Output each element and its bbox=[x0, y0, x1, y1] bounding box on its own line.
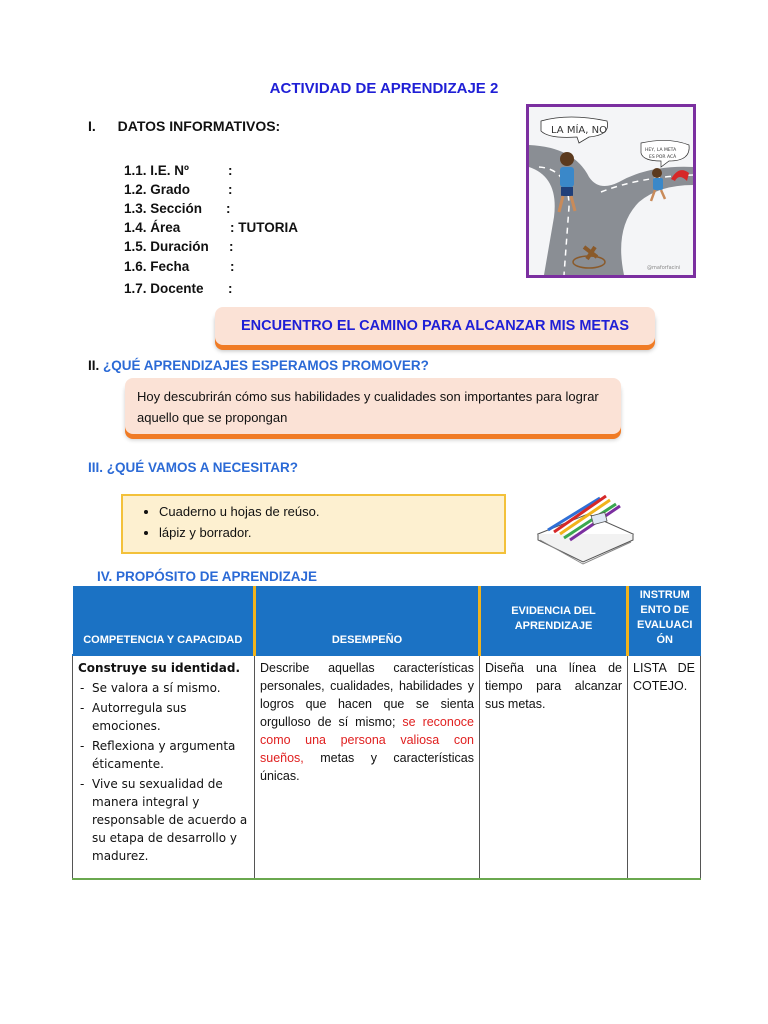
speech-bubble-2b: ES POR ACÁ bbox=[649, 155, 677, 160]
speech-bubble-2a: HEY, LA META bbox=[645, 148, 677, 153]
desempeno-cell bbox=[255, 655, 480, 879]
notebook-pencils-icon bbox=[528, 484, 638, 568]
section-title: ¿QUÉ APRENDIZAJES ESPERAMOS PROMOVER? bbox=[103, 358, 429, 373]
speech-bubble-1: LA MÍA, NO bbox=[551, 125, 607, 136]
desempeno-text: Describe aquellas características personales, cualidades, habilidades y logros que hacen que se sienta orgulloso de sí mismo; bbox=[260, 661, 474, 729]
competencia-cell bbox=[73, 655, 255, 879]
section-datos-heading bbox=[88, 118, 280, 134]
evidencia-cell: Diseña una línea de tiempo para alcanzar sus metas. bbox=[480, 655, 628, 879]
page-title: ACTIVIDAD DE APRENDIZAJE 2 bbox=[269, 80, 499, 97]
capacidades-list bbox=[78, 679, 249, 865]
instrumento-cell: LISTA DE COTEJO. bbox=[628, 655, 701, 879]
dato-value-area: TUTORIA bbox=[238, 220, 298, 235]
illustration-path-to-goal bbox=[526, 104, 696, 278]
header-desempeno: DESEMPEÑO bbox=[255, 586, 480, 655]
header-evidencia: EVIDENCIA DEL APRENDIZAJE bbox=[480, 586, 628, 655]
section-aprendizajes-heading bbox=[88, 358, 429, 373]
section-title: DATOS INFORMATIVOS: bbox=[117, 118, 281, 134]
capacidad-item: - Vive su sexualidad de manera integral y responsable de acuerdo a su etapa de desarrollo y madurez. bbox=[78, 775, 249, 865]
capacidad-item: - Se valora a sí mismo. bbox=[78, 679, 249, 697]
dato-label: 1.1. I.E. Nº bbox=[124, 163, 189, 178]
material-item: • lápiz y borrador. bbox=[159, 522, 504, 543]
section-number: I. bbox=[88, 118, 96, 134]
desempeno-highlight: se reconoce como una persona valiosa con sueños, bbox=[260, 715, 474, 765]
section-number: II. bbox=[88, 358, 100, 373]
dato-label: 1.3. Sección bbox=[124, 201, 203, 216]
dato-label: 1.5. Duración bbox=[124, 239, 209, 254]
capacidad-item: - Autorregula sus emociones. bbox=[78, 699, 249, 735]
image-credit: @maforfacini bbox=[647, 265, 681, 271]
capacidad-item: - Reflexiona y argumenta éticamente. bbox=[78, 737, 249, 773]
dato-label: 1.4. Área bbox=[124, 220, 181, 235]
section-proposito-heading: IV. PROPÓSITO DE APRENDIZAJE bbox=[97, 569, 318, 584]
materials-box bbox=[121, 494, 506, 554]
road-illustration bbox=[529, 107, 693, 275]
materials-list bbox=[123, 501, 504, 543]
dato-label: 1.2. Grado bbox=[124, 182, 191, 197]
dato-label: 1.6. Fecha bbox=[124, 259, 190, 274]
proposito-table bbox=[72, 586, 701, 880]
header-instrumento: INSTRUM ENTO DE EVALUACI ÓN bbox=[628, 586, 701, 655]
dato-label: 1.7. Docente bbox=[124, 281, 204, 296]
desempeno-text-end: metas y características únicas. bbox=[260, 751, 474, 783]
header-competencia: COMPETENCIA Y CAPACIDAD bbox=[73, 586, 255, 655]
material-item: • Cuaderno u hojas de reúso. bbox=[159, 501, 504, 522]
section-necesitar-heading: III. ¿QUÉ VAMOS A NECESITAR? bbox=[88, 460, 299, 475]
aprendizajes-box: Hoy descubrirán cómo sus habilidades y cualidades son importantes para lograr aquello que se propongan bbox=[125, 378, 621, 434]
activity-banner: ENCUENTRO EL CAMINO PARA ALCANZAR MIS METAS bbox=[215, 307, 655, 345]
competencia-title: Construye su identidad. bbox=[78, 661, 241, 675]
